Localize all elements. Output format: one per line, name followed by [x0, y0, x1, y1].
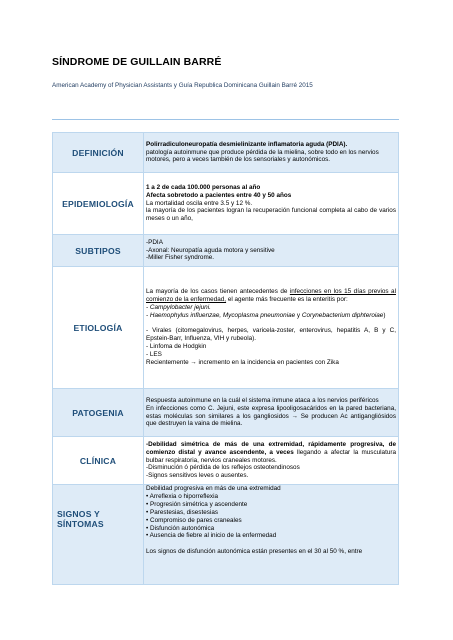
clinica-l1-bold: -Debilidad simétrica de más de una extremidad, rápidamente progresiva, de comienzo distal y avance ascendente, a veces: [146, 440, 396, 456]
etio-l3-c: Corynebacterium diphteroiae: [301, 311, 384, 319]
definicion-line-2: patología autoinmune que produce pérdida de la mielina, sobre todo en los nervios motores, pero a veces también de los sensoriales y autonómicos.: [146, 148, 379, 164]
row-patogenia: [53, 389, 399, 437]
etio-l3-a: - Haemophylus influenzae, Mycoplasma pneumoniae: [146, 311, 296, 319]
etio-line-3: [146, 312, 396, 320]
row-subtipos: [53, 235, 399, 267]
etio-line-5: - Linfoma de Hodgkin: [146, 343, 207, 351]
content-patogenia: [144, 389, 399, 437]
content-etiologia: [144, 267, 399, 389]
etio-p1-a: La mayoría de los casos tienen antecedentes de: [146, 287, 290, 295]
clinica-line-2: -Disminución ó pérdida de los reflejos osteotendinosos: [146, 464, 300, 472]
etio-line-6: - LES: [146, 351, 162, 359]
row-clinica: [53, 437, 399, 485]
content-clinica: [144, 437, 399, 485]
signos-item: • Disfunción autonómica: [146, 524, 215, 532]
content-definicion: [144, 133, 399, 173]
clinica-l1-normal: llegando a afectar la musculatura bulbar respiratoria, nervios craneales motores.: [146, 448, 397, 464]
label-subtipos: SUBTIPOS: [53, 235, 144, 267]
signos-item: • Compromiso de pares craneales: [146, 516, 242, 524]
subtipos-line-3: -Miller Fisher syndrome.: [146, 254, 215, 262]
signos-spacer: [146, 540, 396, 548]
signos-item: • Arreflexia o hiporreflexia: [146, 492, 219, 500]
label-etiologia: ETIOLOGÍA: [53, 267, 144, 389]
label-clinica: CLÍNICA: [53, 437, 144, 485]
summary-table: [52, 132, 399, 585]
row-signos: [53, 485, 399, 585]
etio-line-7: Recientemente → incremento en la incidencia en pacientes con Zika: [146, 359, 339, 367]
clinica-line-3: -Signos sensitivos leves o ausentes.: [146, 472, 249, 480]
etio-l3-d: ): [383, 311, 386, 319]
row-etiologia: [53, 267, 399, 389]
signos-item: • Progresión simétrica y ascendente: [146, 500, 248, 508]
content-subtipos: [144, 235, 399, 267]
epi-line-3: La mortalidad oscila entre 3.5 y 12 %.: [146, 199, 253, 207]
label-patogenia: PATOGENIA: [53, 389, 144, 437]
epi-line-1: 1 a 2 de cada 100.000 personas al año: [146, 183, 261, 191]
content-signos: [144, 485, 399, 585]
pato-line-1: Respuesta autoinmune en la cuál el sistema inmune ataca a los nervios periféricos: [146, 396, 379, 404]
signos-line-last: Los signos de disfunción autonómica están presentes en el 30 al 50 %, entre: [146, 548, 363, 556]
etio-paragraph-1: [146, 288, 396, 304]
document-title: SÍNDROME DE GUILLAIN BARRÉ: [52, 56, 222, 68]
signos-item: • Ausencia de fiebre al inicio de la enfermedad: [146, 532, 277, 540]
document-subtitle: American Academy of Physician Assistants y Guía Republica Dominicana Guillain Barré 2015: [52, 82, 313, 89]
epi-line-4: la mayoría de los pacientes logran la recuperación funcional completa al cabo de varios meses o un año,: [146, 207, 396, 223]
signos-line-1: Debilidad progresiva en más de una extremidad: [146, 485, 281, 492]
row-epidemiologia: [53, 173, 399, 235]
clinica-line-1: [146, 441, 396, 465]
row-definicion: [53, 133, 399, 173]
epi-line-2: Afecta sobretodo a pacientes entre 40 y 50 años: [146, 191, 292, 199]
etio-p1-underlined: infecciones en los 15 días previos al comienzo de la enfermedad,: [146, 287, 396, 303]
label-epidemiologia: EPIDEMIOLOGÍA: [53, 173, 144, 235]
subtipos-line-1: -PDIA: [146, 238, 163, 246]
label-definicion: DEFINICIÓN: [53, 133, 144, 173]
signos-item: • Parestesias, disestesias: [146, 508, 219, 516]
label-signos: SIGNOS Y SÍNTOMAS: [53, 485, 144, 585]
etio-spacer: [146, 320, 396, 328]
subtipos-line-2: -Axonal: Neuropatía aguda motora y sensitive: [146, 246, 275, 254]
pato-line-2: En infecciones como C. Jejuni, este expresa lipooligosacáridos en la pared bacteriana, estas moléculas son similares a los gangliosidos → Se producen Ac antigangliósidos que destruyen la vaina de mielina.: [146, 404, 396, 428]
content-epidemiologia: [144, 173, 399, 235]
definicion-line-1: Polirradiculoneuropatía desmielinizante inflamatoria aguda (PDIA).: [146, 140, 348, 148]
etio-line-2: - Campylobacter jejuni.: [146, 303, 211, 311]
etio-line-4: - Virales (citomegalovirus, herpes, varicela-zoster, enterovirus, hepatitis A, B y C, Epstein-Barr, Influenza, VIH y rubeola).: [146, 327, 396, 343]
etio-l3-b: y: [295, 311, 302, 319]
etio-p1-b: el agente más frecuente es la enteritis por:: [226, 295, 348, 303]
divider-line: [52, 119, 399, 120]
